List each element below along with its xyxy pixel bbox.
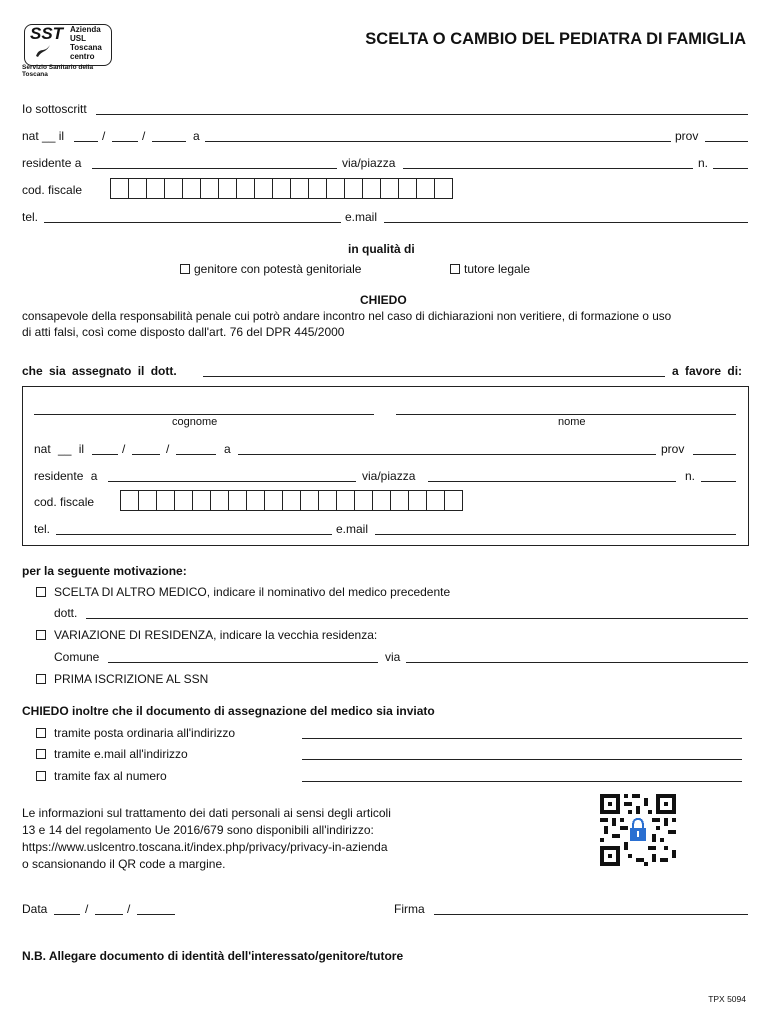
logo-org-line2: USL bbox=[70, 34, 86, 43]
field-doctor[interactable] bbox=[203, 376, 665, 377]
field-birth-place[interactable] bbox=[205, 141, 671, 142]
logo-flame-icon bbox=[34, 44, 52, 58]
field-child-birth-day[interactable] bbox=[92, 454, 118, 455]
field-signature[interactable] bbox=[434, 914, 748, 915]
field-birth-year[interactable] bbox=[152, 141, 186, 142]
field-street[interactable] bbox=[403, 168, 693, 169]
field-post-address[interactable] bbox=[302, 738, 742, 739]
field-child-birth-year[interactable] bbox=[176, 454, 216, 455]
label-residence-change: VARIAZIONE DI RESIDENZA, indicare la vecchia residenza: bbox=[54, 628, 378, 642]
field-child-tel[interactable] bbox=[56, 534, 332, 535]
tax-code-boxes[interactable] bbox=[110, 178, 452, 199]
checkbox-email[interactable] bbox=[36, 749, 46, 759]
label-date: Data bbox=[22, 902, 48, 916]
field-child-number[interactable] bbox=[701, 481, 736, 482]
label-signature: Firma bbox=[394, 902, 425, 916]
sign-date-sep-1: / bbox=[85, 902, 89, 916]
label-first-registration: PRIMA ISCRIZIONE AL SSN bbox=[54, 672, 209, 686]
field-prov[interactable] bbox=[705, 141, 748, 142]
label-child-prov: prov bbox=[661, 442, 685, 456]
checkbox-residence-change[interactable] bbox=[36, 630, 46, 640]
field-undersigned[interactable] bbox=[96, 114, 748, 115]
field-date-day[interactable] bbox=[54, 914, 80, 915]
label-street: via/piazza bbox=[342, 156, 396, 170]
field-fax-number[interactable] bbox=[302, 781, 742, 782]
field-old-comune[interactable] bbox=[108, 662, 378, 663]
label-post: tramite posta ordinaria all'indirizzo bbox=[54, 726, 236, 740]
privacy-line2: 13 e 14 del regolamento Ue 2016/679 sono disponibili all'indirizzo: bbox=[22, 823, 374, 837]
logo-sst: SST bbox=[30, 24, 64, 43]
checkbox-parent[interactable] bbox=[180, 264, 190, 274]
field-child-birth-place[interactable] bbox=[238, 454, 656, 455]
field-child-surname[interactable] bbox=[34, 414, 374, 415]
label-child-email: e.mail bbox=[336, 522, 369, 536]
privacy-line4: o scansionando il QR code a margine. bbox=[22, 857, 226, 871]
field-city[interactable] bbox=[92, 168, 337, 169]
label-undersigned: Io sottoscritt bbox=[22, 102, 87, 116]
label-email: e.mail bbox=[345, 210, 378, 224]
field-child-prov[interactable] bbox=[693, 454, 736, 455]
child-tax-code-boxes[interactable] bbox=[120, 490, 462, 511]
field-child-email[interactable] bbox=[375, 534, 736, 535]
label-resident: residente a bbox=[22, 156, 82, 170]
field-birth-month[interactable] bbox=[112, 141, 138, 142]
label-fax: tramite fax al numero bbox=[54, 769, 167, 783]
label-guardian: tutore legale bbox=[464, 262, 531, 276]
label-prov: prov bbox=[675, 129, 699, 143]
label-tel: tel. bbox=[22, 210, 39, 224]
label-other-doctor: SCELTA DI ALTRO MEDICO, indicare il nominativo del medico precedente bbox=[54, 585, 451, 599]
checkbox-other-doctor[interactable] bbox=[36, 587, 46, 597]
field-previous-doctor[interactable] bbox=[86, 618, 748, 619]
child-date-sep-2: / bbox=[166, 442, 170, 456]
label-child-born: nat __ il bbox=[34, 442, 85, 456]
date-sep-2: / bbox=[142, 129, 146, 143]
capacity-heading: in qualità di bbox=[348, 242, 415, 256]
field-date-year[interactable] bbox=[137, 914, 175, 915]
logo-org-line4: centro bbox=[70, 52, 95, 61]
label-born: nat __ il bbox=[22, 129, 65, 143]
page-title: SCELTA O CAMBIO DEL PEDIATRA DI FAMIGLIA bbox=[365, 30, 746, 48]
delivery-heading: CHIEDO inoltre che il documento di assegnazione del medico sia inviato bbox=[22, 704, 435, 718]
checkbox-first-registration[interactable] bbox=[36, 674, 46, 684]
attachment-note: N.B. Allegare documento di identità dell'interessato/genitore/tutore bbox=[22, 949, 404, 963]
logo-footer: Servizio Sanitario della Toscana bbox=[22, 64, 94, 78]
field-child-birth-month[interactable] bbox=[132, 454, 160, 455]
checkbox-guardian[interactable] bbox=[450, 264, 460, 274]
declaration-line1: consapevole della responsabilità penale cui potrò andare incontro nel caso di dichiarazioni non veritiere, di formazione o uso bbox=[22, 309, 672, 323]
field-email-address[interactable] bbox=[302, 759, 742, 760]
label-old-comune: Comune bbox=[54, 650, 100, 664]
label-in-favor: a favore di: bbox=[672, 364, 743, 378]
checkbox-post[interactable] bbox=[36, 728, 46, 738]
logo bbox=[22, 22, 117, 78]
privacy-line1: Le informazioni sul trattamento dei dati personali ai sensi degli articoli bbox=[22, 806, 391, 820]
label-child-number: n. bbox=[685, 469, 696, 483]
label-child-street: via/piazza bbox=[362, 469, 416, 483]
child-data-frame bbox=[22, 386, 749, 546]
logo-org-line1: Azienda bbox=[70, 25, 101, 34]
field-email[interactable] bbox=[384, 222, 748, 223]
field-tel[interactable] bbox=[44, 222, 341, 223]
field-birth-day[interactable] bbox=[74, 141, 98, 142]
sign-date-sep-2: / bbox=[127, 902, 131, 916]
checkbox-fax[interactable] bbox=[36, 771, 46, 781]
label-parent: genitore con potestà genitoriale bbox=[194, 262, 362, 276]
label-previous-doctor: dott. bbox=[54, 606, 78, 620]
label-email-delivery: tramite e.mail all'indirizzo bbox=[54, 747, 188, 761]
label-child-resident: residente a bbox=[34, 469, 98, 483]
field-number[interactable] bbox=[713, 168, 748, 169]
label-child-surname: cognome bbox=[172, 416, 218, 428]
request-heading: CHIEDO bbox=[360, 293, 407, 307]
reason-heading: per la seguente motivazione: bbox=[22, 564, 187, 578]
field-child-street[interactable] bbox=[428, 481, 676, 482]
date-sep-1: / bbox=[102, 129, 106, 143]
form-code: TPX 5094 bbox=[708, 994, 746, 1004]
label-tax-code: cod. fiscale bbox=[22, 183, 83, 197]
qr-code-icon[interactable] bbox=[600, 794, 676, 866]
label-child-tel: tel. bbox=[34, 522, 51, 536]
privacy-link[interactable]: https://www.uslcentro.toscana.it/index.php/privacy/privacy-in-azienda bbox=[22, 840, 388, 854]
label-old-via: via bbox=[385, 650, 401, 664]
field-child-name[interactable] bbox=[396, 414, 736, 415]
label-born-at: a bbox=[193, 129, 200, 143]
logo-org-line3: Toscana bbox=[70, 43, 102, 52]
label-child-tax-code: cod. fiscale bbox=[34, 495, 95, 509]
declaration-line2: di atti falsi, così come disposto dall'art. 76 del DPR 445/2000 bbox=[22, 325, 345, 339]
field-old-via[interactable] bbox=[406, 662, 748, 663]
child-date-sep-1: / bbox=[122, 442, 126, 456]
label-number: n. bbox=[698, 156, 709, 170]
field-date-month[interactable] bbox=[95, 914, 123, 915]
label-child-born-at: a bbox=[224, 442, 231, 456]
label-assigned-doctor: che sia assegnato il dott. bbox=[22, 364, 177, 378]
label-child-name: nome bbox=[558, 416, 586, 428]
field-child-city[interactable] bbox=[108, 481, 356, 482]
